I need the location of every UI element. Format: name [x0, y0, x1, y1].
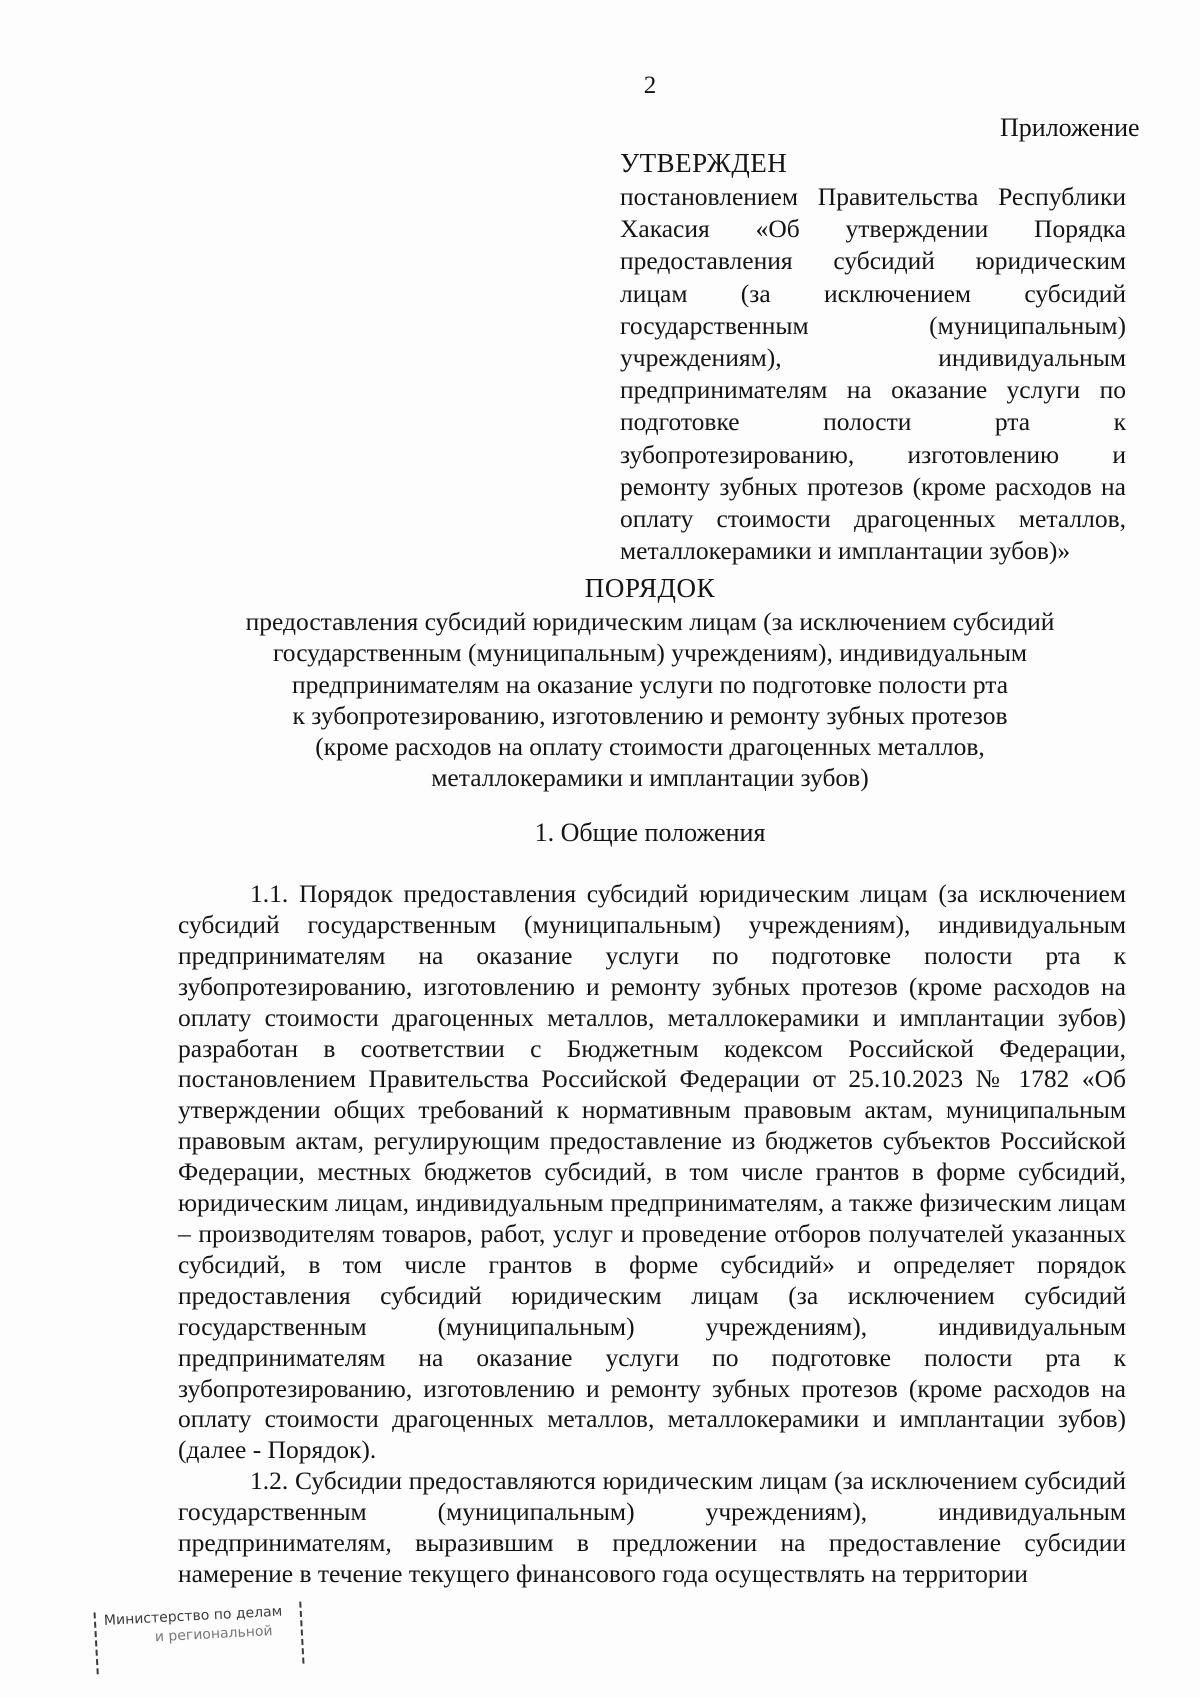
paragraph-1-2: 1.2. Субсидии предоставляются юридическим лицам (за исключением субсидий государственным (муниципальным) учреждениям), индивидуальным предпринимателям, выразившим в предложении на предоставление субсидии намерение в течение текущего финансового года осуществлять на территории — [178, 1466, 1126, 1588]
subtitle-line: (кроме расходов на оплату стоимости драгоценных металлов, — [315, 732, 985, 762]
approval-text: постановлением Правительства Республики Хакасия «Об утверждении Порядка предоставления субсидий юридическим лицам (за исключением субсидий государственным (муниципальным) учреждениям), индивидуальным предпринимателям на оказание услуги по подготовке полости рта к зубопротезированию, изготовлению и ремонту зубных протезов (кроме расходов на оплату стоимости драгоценных металлов, металлокерамики и имплантации зубов)» — [620, 182, 1126, 566]
document-subtitle — [200, 606, 1100, 794]
subtitle-line: государственным (муниципальным) учреждениям), индивидуальным — [272, 638, 1028, 668]
document-title: ПОРЯДОК — [584, 573, 716, 603]
subtitle-line: металлокерамики и имплантации зубов) — [431, 763, 869, 793]
appendix-label: Приложение — [1000, 113, 1140, 142]
approval-heading: УТВЕРЖДЕН — [620, 148, 788, 178]
paragraph-1-1: 1.1. Порядок предоставления субсидий юридическим лицам (за исключением субсидий государственным (муниципальным) учреждениям), индивидуальным предпринимателям на оказание услуги по подготовке полости рта к зубопротезированию, изготовлению и ремонту зубных протезов (кроме расходов на оплату стоимости драгоценных металлов, металлокерамики и имплантации зубов) разработан в соответствии с Бюджетным кодексом Российской Федерации, постановлением Правительства Российской Федерации от 25.10.2023 № 1782 «Об утверждении общих требований к нормативным правовым актам, муниципальным правовым актам, регулирующим предоставление из бюджетов субъектов Российской Федерации, местных бюджетов субсидий, в том числе грантов в форме субсидий, юридическим лицам, индивидуальным предпринимателям, а также физическим лицам – производителям товаров, работ, услуг и проведение отборов получателей указанных субсидий, в том числе грантов в форме субсидий» и определяет порядок предоставления субсидий юридическим лицам (за исключением субсидий государственным (муниципальным) учреждениям), индивидуальным предпринимателям на оказание услуги по подготовке полости рта к зубопротезированию, изготовлению и ремонту зубных протезов (кроме расходов на оплату стоимости драгоценных металлов, металлокерамики и имплантации зубов) (далее - Порядок). — [178, 879, 1126, 1465]
registration-stamp — [94, 1602, 305, 1675]
section-heading: 1. Общие положения — [534, 818, 766, 847]
page-number: 2 — [643, 72, 657, 99]
subtitle-line: к зубопротезированию, изготовлению и ремонту зубных протезов — [292, 700, 1008, 730]
subtitle-line: предоставления субсидий юридическим лицам (за исключением субсидий — [245, 607, 1055, 636]
body-text — [178, 879, 1126, 1590]
stamp-line: Министерство по делам — [103, 1603, 283, 1629]
approval-block — [620, 145, 1126, 567]
subtitle-line: предпринимателям на оказание услуги по подготовке полости рта — [291, 669, 1009, 699]
stamp-line: и региональной — [154, 1623, 273, 1646]
